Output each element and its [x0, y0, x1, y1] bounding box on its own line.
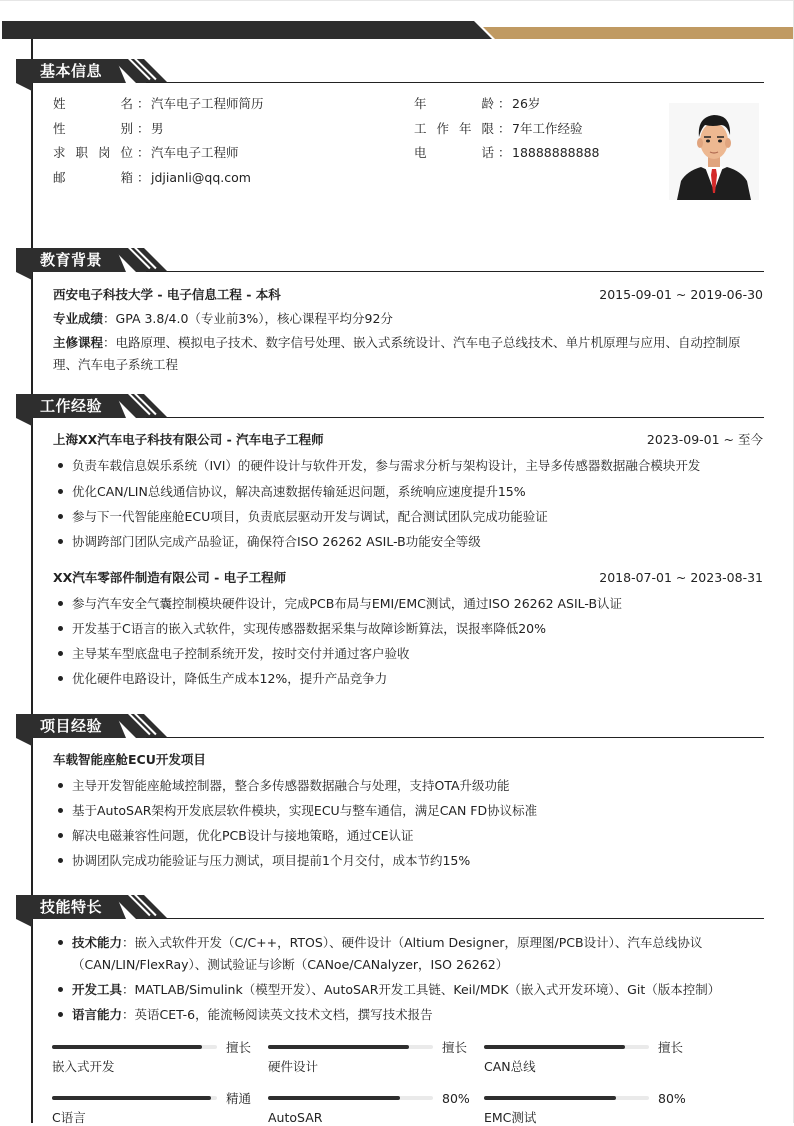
skill-item-tech-cont: （CAN/LIN/FlexRay）、测试验证与诊断（CANoe/CANalyzer，ISO 26262） [72, 957, 509, 972]
info-value: 汽车电子工程师 [151, 145, 239, 160]
job-bullet: 负责车载信息娱乐系统（IVI）的硬件设计与软件开发，参与需求分析与架构设计，主导多传感器数据融合模块开发 [72, 458, 701, 473]
info-row-gender: 性 别 ： 男 [53, 121, 164, 136]
job-bullet: 优化硬件电路设计，降低生产成本12%，提升产品竞争力 [72, 671, 388, 686]
bullet-icon [58, 858, 63, 863]
info-row-phone: 电 话 ： 18888888888 [414, 145, 600, 160]
skill-level: 擅长 [658, 1040, 684, 1055]
education-courses: 主修课程：电路原理、模拟电子技术、数字信号处理、嵌入式系统设计、汽车电子总线技术、单片机原理与应用、自动控制原 [53, 335, 741, 350]
section-title: 教育背景 [40, 251, 103, 269]
skill-bar-c [52, 1096, 217, 1100]
education-school: 西安电子科技大学 - 电子信息工程 - 本科 [53, 287, 281, 302]
job-bullet: 参与下一代智能座舱ECU项目，负责底层驱动开发与调试，配合测试团队完成功能验证 [72, 509, 548, 524]
section-header-education [16, 248, 764, 274]
info-row-age: 年 龄 ： 26岁 [414, 96, 541, 111]
skill-bar-hardware [268, 1045, 433, 1049]
skill-name: AutoSAR [268, 1110, 323, 1125]
project-title: 车载智能座舱ECU开发项目 [53, 752, 206, 767]
bullet-icon [58, 651, 63, 656]
skill-level: 擅长 [442, 1040, 468, 1055]
job-title: 上海XX汽车电子科技有限公司 - 汽车电子工程师 [53, 432, 324, 447]
skill-name: EMC测试 [484, 1110, 537, 1125]
skill-item-tech: 技术能力：嵌入式软件开发（C/C++，RTOS）、硬件设计（Altium Designer，原理图/PCB设计）、汽车总线协议 [72, 935, 703, 950]
skill-level: 80% [442, 1091, 470, 1106]
skill-bar-can [484, 1045, 649, 1049]
bullet-icon [58, 783, 63, 788]
skill-level: 80% [658, 1091, 686, 1106]
section-header-skills [16, 895, 764, 921]
job-bullet: 主导某车型底盘电子控制系统开发，按时交付并通过客户验收 [72, 646, 410, 661]
section-title: 技能特长 [40, 898, 103, 916]
phone-value: 18888888888 [512, 145, 600, 160]
skill-name: CAN总线 [484, 1059, 536, 1074]
info-row-experience-years: 工 作 年 限 ： 7年工作经验 [414, 121, 583, 136]
avatar [669, 103, 759, 200]
section-header-project [16, 714, 764, 740]
job-date: 2018-07-01 ~ 2023-08-31 [599, 570, 763, 585]
section-header-work [16, 394, 764, 420]
avatar-portrait-icon [669, 103, 759, 200]
bullet-icon [58, 987, 63, 992]
skill-name: 嵌入式开发 [52, 1059, 115, 1074]
skill-item-language: 语言能力：英语CET-6，能流畅阅读英文技术文档，撰写技术报告 [72, 1007, 433, 1022]
section-header-basic-info [16, 59, 764, 85]
skill-bar-autosar [268, 1096, 433, 1100]
skill-item-tools: 开发工具：MATLAB/Simulink（模型开发）、AutoSAR开发工具链、Keil/MDK（嵌入式开发环境）、Git（版本控制） [72, 982, 721, 997]
bullet-icon [58, 489, 63, 494]
skill-name: C语言 [52, 1110, 86, 1125]
bullet-icon [58, 626, 63, 631]
job-date: 2023-09-01 ~ 至今 [646, 432, 763, 447]
education-gpa: 专业成绩：GPA 3.8/4.0（专业前3%），核心课程平均分92分 [53, 311, 393, 326]
section-title: 项目经验 [40, 717, 103, 735]
info-row-email: 邮 箱 ： jdjianli@qq.com [53, 170, 251, 185]
bullet-icon [58, 601, 63, 606]
skill-bar-emc [484, 1096, 649, 1100]
job-bullet: 参与汽车安全气囊控制模块硬件设计，完成PCB布局与EMI/EMC测试，通过ISO 26262 ASIL-B认证 [72, 596, 623, 611]
education-courses-cont: 理、汽车电子系统工程 [53, 357, 179, 372]
job-bullet: 开发基于C语言的嵌入式软件，实现传感器数据采集与故障诊断算法，误报率降低20% [72, 621, 547, 636]
info-row-name: 姓 名 ： 汽车电子工程师简历 [53, 96, 264, 111]
info-value: 7年工作经验 [512, 121, 583, 136]
email-link[interactable]: jdjianli@qq.com [151, 170, 251, 185]
project-bullet: 基于AutoSAR架构开发底层软件模块，实现ECU与整车通信，满足CAN FD协议标准 [72, 803, 538, 818]
info-row-position: 求 职 岗 位 ： 汽车电子工程师 [53, 145, 239, 160]
left-rail-line [31, 39, 33, 1123]
project-bullet: 主导开发智能座舱域控制器，整合多传感器数据融合与处理，支持OTA升级功能 [72, 778, 510, 793]
skill-level: 擅长 [226, 1040, 252, 1055]
job-bullet: 优化CAN/LIN总线通信协议，解决高速数据传输延迟问题，系统响应速度提升15% [72, 484, 526, 499]
education-date: 2015-09-01 ~ 2019-06-30 [599, 287, 763, 302]
page-border [0, 0, 794, 1]
header-bar-gold [483, 27, 793, 39]
header-bar-dark [2, 21, 492, 39]
bullet-icon [58, 808, 63, 813]
section-title: 工作经验 [40, 397, 103, 415]
bullet-icon [58, 463, 63, 468]
skill-level: 精通 [226, 1091, 252, 1106]
project-bullet: 解决电磁兼容性问题，优化PCB设计与接地策略，通过CE认证 [72, 828, 414, 843]
project-bullet: 协调团队完成功能验证与压力测试，项目提前1个月交付，成本节约15% [72, 853, 471, 868]
skill-bar-embedded [52, 1045, 217, 1049]
skill-name: 硬件设计 [268, 1059, 319, 1074]
info-value: 汽车电子工程师简历 [151, 96, 264, 111]
bullet-icon [58, 833, 63, 838]
info-value: 男 [151, 121, 164, 136]
job-bullet: 协调跨部门团队完成产品验证，确保符合ISO 26262 ASIL-B功能安全等级 [72, 534, 481, 549]
info-value: 26岁 [512, 96, 541, 111]
bullet-icon [58, 539, 63, 544]
section-title: 基本信息 [40, 62, 103, 80]
bullet-icon [58, 940, 63, 945]
bullet-icon [58, 1012, 63, 1017]
bullet-icon [58, 514, 63, 519]
bullet-icon [58, 676, 63, 681]
job-title: XX汽车零部件制造有限公司 - 电子工程师 [53, 570, 287, 585]
